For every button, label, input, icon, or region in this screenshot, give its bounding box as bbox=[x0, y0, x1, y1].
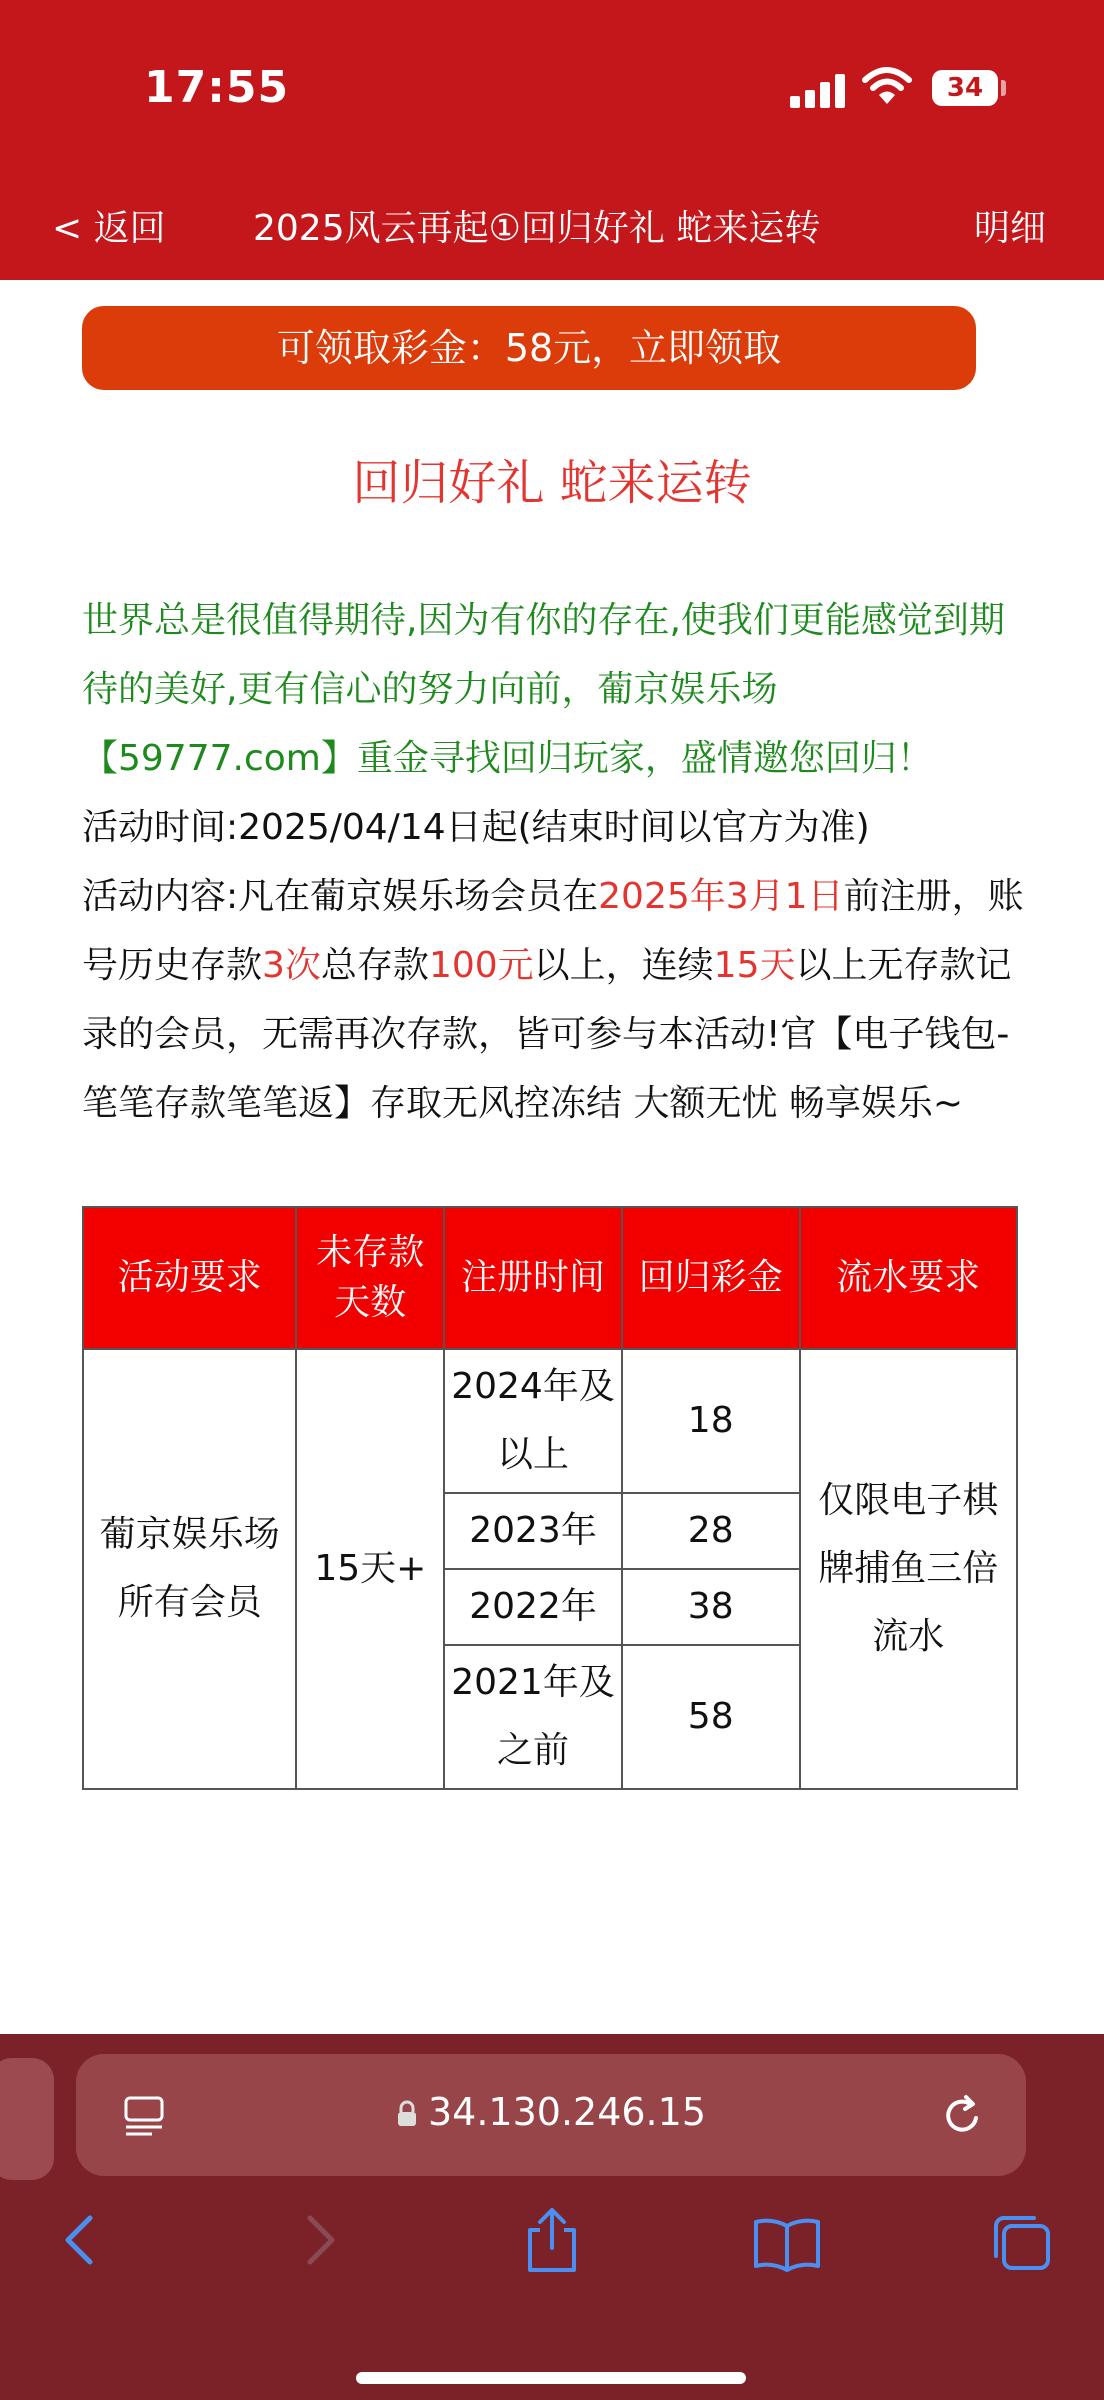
home-indicator bbox=[356, 2372, 746, 2384]
content-part-5: 以上无存款记录的会员，无需再次存款，皆可参与本活动!官【电子钱包-笔笔存款笔笔返】存取无风控冻结 大额无忧 畅享娱乐~ bbox=[82, 945, 1012, 1124]
battery-nub bbox=[1001, 80, 1006, 96]
deposit-amount: 100元 bbox=[428, 945, 534, 986]
reload-icon[interactable] bbox=[940, 2092, 986, 2138]
header-no-deposit-days: 未存款天数 bbox=[296, 1207, 444, 1349]
intro-text: 世界总是很值得期待,因为有你的存在,使我们更能感觉到期待的美好,更有信心的努力向前，葡京娱乐场【59777.com】重金寻找回归玩家，盛情邀您回归！ bbox=[82, 600, 1005, 779]
cellular-signal-icon bbox=[790, 72, 848, 108]
share-icon[interactable] bbox=[520, 2204, 584, 2276]
bonus-cell: 58 bbox=[622, 1645, 800, 1789]
url-display[interactable] bbox=[76, 2090, 1026, 2134]
promo-headline: 回归好礼 蛇来运转 bbox=[352, 455, 752, 511]
reg-cell: 2022年 bbox=[444, 1569, 622, 1645]
activity-content bbox=[82, 862, 1028, 1138]
forward-arrow-icon[interactable] bbox=[294, 2210, 344, 2270]
activity-time: 活动时间:2025/04/14日起(结束时间以官方为准) bbox=[82, 807, 870, 848]
header-turnover: 流水要求 bbox=[800, 1207, 1017, 1349]
app-header bbox=[0, 0, 1104, 280]
page-title: 2025风云再起①回归好礼 蛇来运转 bbox=[253, 208, 821, 249]
turnover-cell: 仅限电子棋牌捕鱼三倍流水 bbox=[800, 1349, 1017, 1789]
content-part-2: 前注册，账号历史存款 bbox=[82, 876, 1024, 986]
bonus-table bbox=[82, 1206, 1018, 1790]
deposit-count: 3次 bbox=[262, 945, 321, 986]
bonus-cell: 18 bbox=[622, 1349, 800, 1493]
previous-tab-peek[interactable] bbox=[0, 2058, 54, 2180]
header-bonus: 回归彩金 bbox=[622, 1207, 800, 1349]
lock-icon bbox=[396, 2100, 418, 2128]
address-bar[interactable] bbox=[76, 2054, 1026, 2176]
header-register-time: 注册时间 bbox=[444, 1207, 622, 1349]
detail-button[interactable]: 明细 bbox=[973, 208, 1046, 249]
content-part-1: 活动内容:凡在葡京娱乐场会员在 bbox=[82, 876, 599, 917]
bonus-cell: 38 bbox=[622, 1569, 800, 1645]
bonus-cell: 28 bbox=[622, 1493, 800, 1569]
reg-cell: 2023年 bbox=[444, 1493, 622, 1569]
table-header-row bbox=[83, 1207, 1017, 1349]
promo-description bbox=[82, 586, 1028, 1138]
browser-toolbar bbox=[0, 2034, 1104, 2400]
requirement-cell: 葡京娱乐场所有会员 bbox=[83, 1349, 296, 1789]
back-button[interactable]: < 返回 bbox=[52, 208, 166, 249]
tabs-icon[interactable] bbox=[988, 2212, 1054, 2276]
bookmarks-icon[interactable] bbox=[752, 2214, 822, 2274]
days-cell: 15天+ bbox=[296, 1349, 444, 1789]
back-arrow-icon[interactable] bbox=[56, 2210, 106, 2270]
header-requirement: 活动要求 bbox=[83, 1207, 296, 1349]
status-time: 17:55 bbox=[144, 62, 290, 113]
no-deposit-days: 15天 bbox=[713, 945, 796, 986]
register-date: 2025年3月1日 bbox=[598, 876, 844, 917]
url-text: 34.130.246.15 bbox=[427, 2090, 706, 2134]
battery-indicator: 34 bbox=[932, 70, 998, 106]
reg-cell: 2021年及之前 bbox=[444, 1645, 622, 1789]
wifi-icon bbox=[862, 66, 912, 106]
reg-cell: 2024年及以上 bbox=[444, 1349, 622, 1493]
content-part-4: 以上，连续 bbox=[533, 945, 714, 986]
content-part-3: 总存款 bbox=[320, 945, 429, 986]
table-row bbox=[83, 1349, 1017, 1493]
claim-bonus-button[interactable]: 可领取彩金：58元，立即领取 bbox=[82, 306, 976, 390]
